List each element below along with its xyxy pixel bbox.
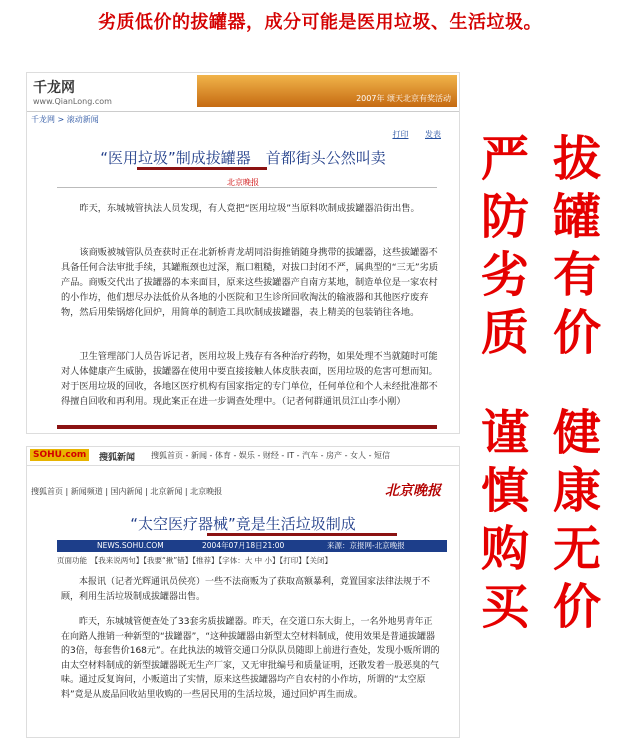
sohu-logo[interactable]: SOHU.com [30,449,89,461]
article-tools [378,129,441,140]
sohu-channel-name: 搜狐新闻 [99,453,136,463]
site-name: 千龙网 [33,80,75,96]
meta-site[interactable]: NEWS.SOHU.COM [97,541,164,550]
article-paragraph: 卫生管理部门人员告诉记者，医用垃圾上残存有各种治疗药物，如果处理不当就随时可能对人体健康产生威胁，拔罐器在使用中要直接接触人体皮肤表面，医用垃圾的危害可想而知。对于医用垃圾的回收，各地区医疗机构有国家指定的专门单位，任何单位和个人未经批准都不得擅自回收和再利用。现此案正在进一步调查处理中。（记者何群通讯员江山李小刚） [61,351,438,407]
slogan-right-bottom: 健康无价 [552,405,601,635]
highlight-bar [57,425,437,429]
meta-date: 2004年07月18日21:00 [202,541,285,550]
ad-banner[interactable] [197,75,457,107]
print-link[interactable]: 打印 [392,130,409,139]
article-paragraph: 昨天，东城城管执法人员发现，有人竟把“医用垃圾”当原料吹制成拔罐器沿街出售。 [79,203,420,214]
site-logo[interactable] [33,77,112,106]
breadcrumb[interactable]: 千龙网 > 滚动新闻 [31,115,99,124]
article-paragraph: 昨天，东城城管便查处了33套劣质拔罐器。昨天，在交道口东大街上，一名外地男青年正在向路人推销一种新型的“拔罐器”，“这种拔罐器由新型太空材料制成，使用效果是普通拔罐器的3倍，每套售价168元”。在此执法的城管交通口分队队员随即上前进行查处，发现小贩所谓的由太空材料制成的新型拔罐器既无生产厂家，又无审批编号和质量证明，还散发着一股恶臭的气味。通过反复询问，小贩道出了实情，原来这些拔罐器均产自农村的小作坊，所谓的“太空原料”竟是从废品回收站里收购的一些居民用的生活垃圾，通过回炉再生而成。 [61,617,440,700]
send-link[interactable]: 发表 [425,130,441,139]
sohu-nav[interactable]: 搜狐首页 - 新闻 - 体育 - 娱乐 - 财经 - IT - 汽车 - 房产 - 女人 - 短信 [151,451,390,460]
news-clipping-qianlong [26,72,460,434]
page-headline: 劣质低价的拔罐器，成分可能是医用垃圾、生活垃圾。 [98,12,542,33]
slogan-left-top: 严防劣质 [480,131,529,361]
title-underline [207,533,397,536]
meta-bar [57,540,447,552]
paper-logo: 北京晚报 [385,483,441,499]
divider [57,187,437,188]
article-paragraph: 该商贩被城管队员查获时正在北新桥青龙胡同沿街推销随身携带的拔罐器，这些拔罐器不具备任何合法审批手续，其罐瓶颈也过深，瓶口粗糙，对拔口封闭不严，属典型的“三无”劣质产品。商贩交代出了拔罐器的本来面目，原来这些拔罐器产自南方某地，制造单位是一家农村的小作坊，他们想尽办法低价从各地的小医院和卫生诊所回收淘汰的输液器和其他医疗废弃物，然后用柴锅熔化回炉，用简单的制造工具吹制成拔罐器，表上精美的包装销往各地。 [61,247,439,318]
banner-text: 2007年 颂天北京有奖活动 [356,94,451,103]
page-functions[interactable]: 页面功能 【我来说两句】【我要“揪”错】【推荐】【字体：大 中 小】【打印】【关闭】 [57,556,333,565]
article-title: “医用垃圾”制成拔罐器 首都街头公然叫卖 [100,149,386,167]
article-paragraph: 本报讯（记者光辉通讯员侯亮）一些不法商贩为了获取高额暴利，竟置国家法律法规于不顾，利用生活垃圾制成拔罐器出售。 [61,577,431,602]
site-url: www.QianLong.com [33,97,112,106]
sohu-header [27,447,459,466]
breadcrumb[interactable]: 搜狐首页 | 新闻频道 | 国内新闻 | 北京新闻 | 北京晚报 [31,487,223,496]
slogan-right-top: 拔罐有价 [552,131,601,361]
site-header [27,73,459,112]
meta-source: 来源：京报网-北京晚报 [327,541,405,550]
article-title: “太空医疗器械”竟是生活垃圾制成 [130,515,356,533]
article-source: 北京晚报 [227,178,259,187]
title-underline [137,167,267,170]
news-clipping-sohu [26,446,460,738]
slogan-left-bottom: 谨慎购买 [480,405,529,635]
